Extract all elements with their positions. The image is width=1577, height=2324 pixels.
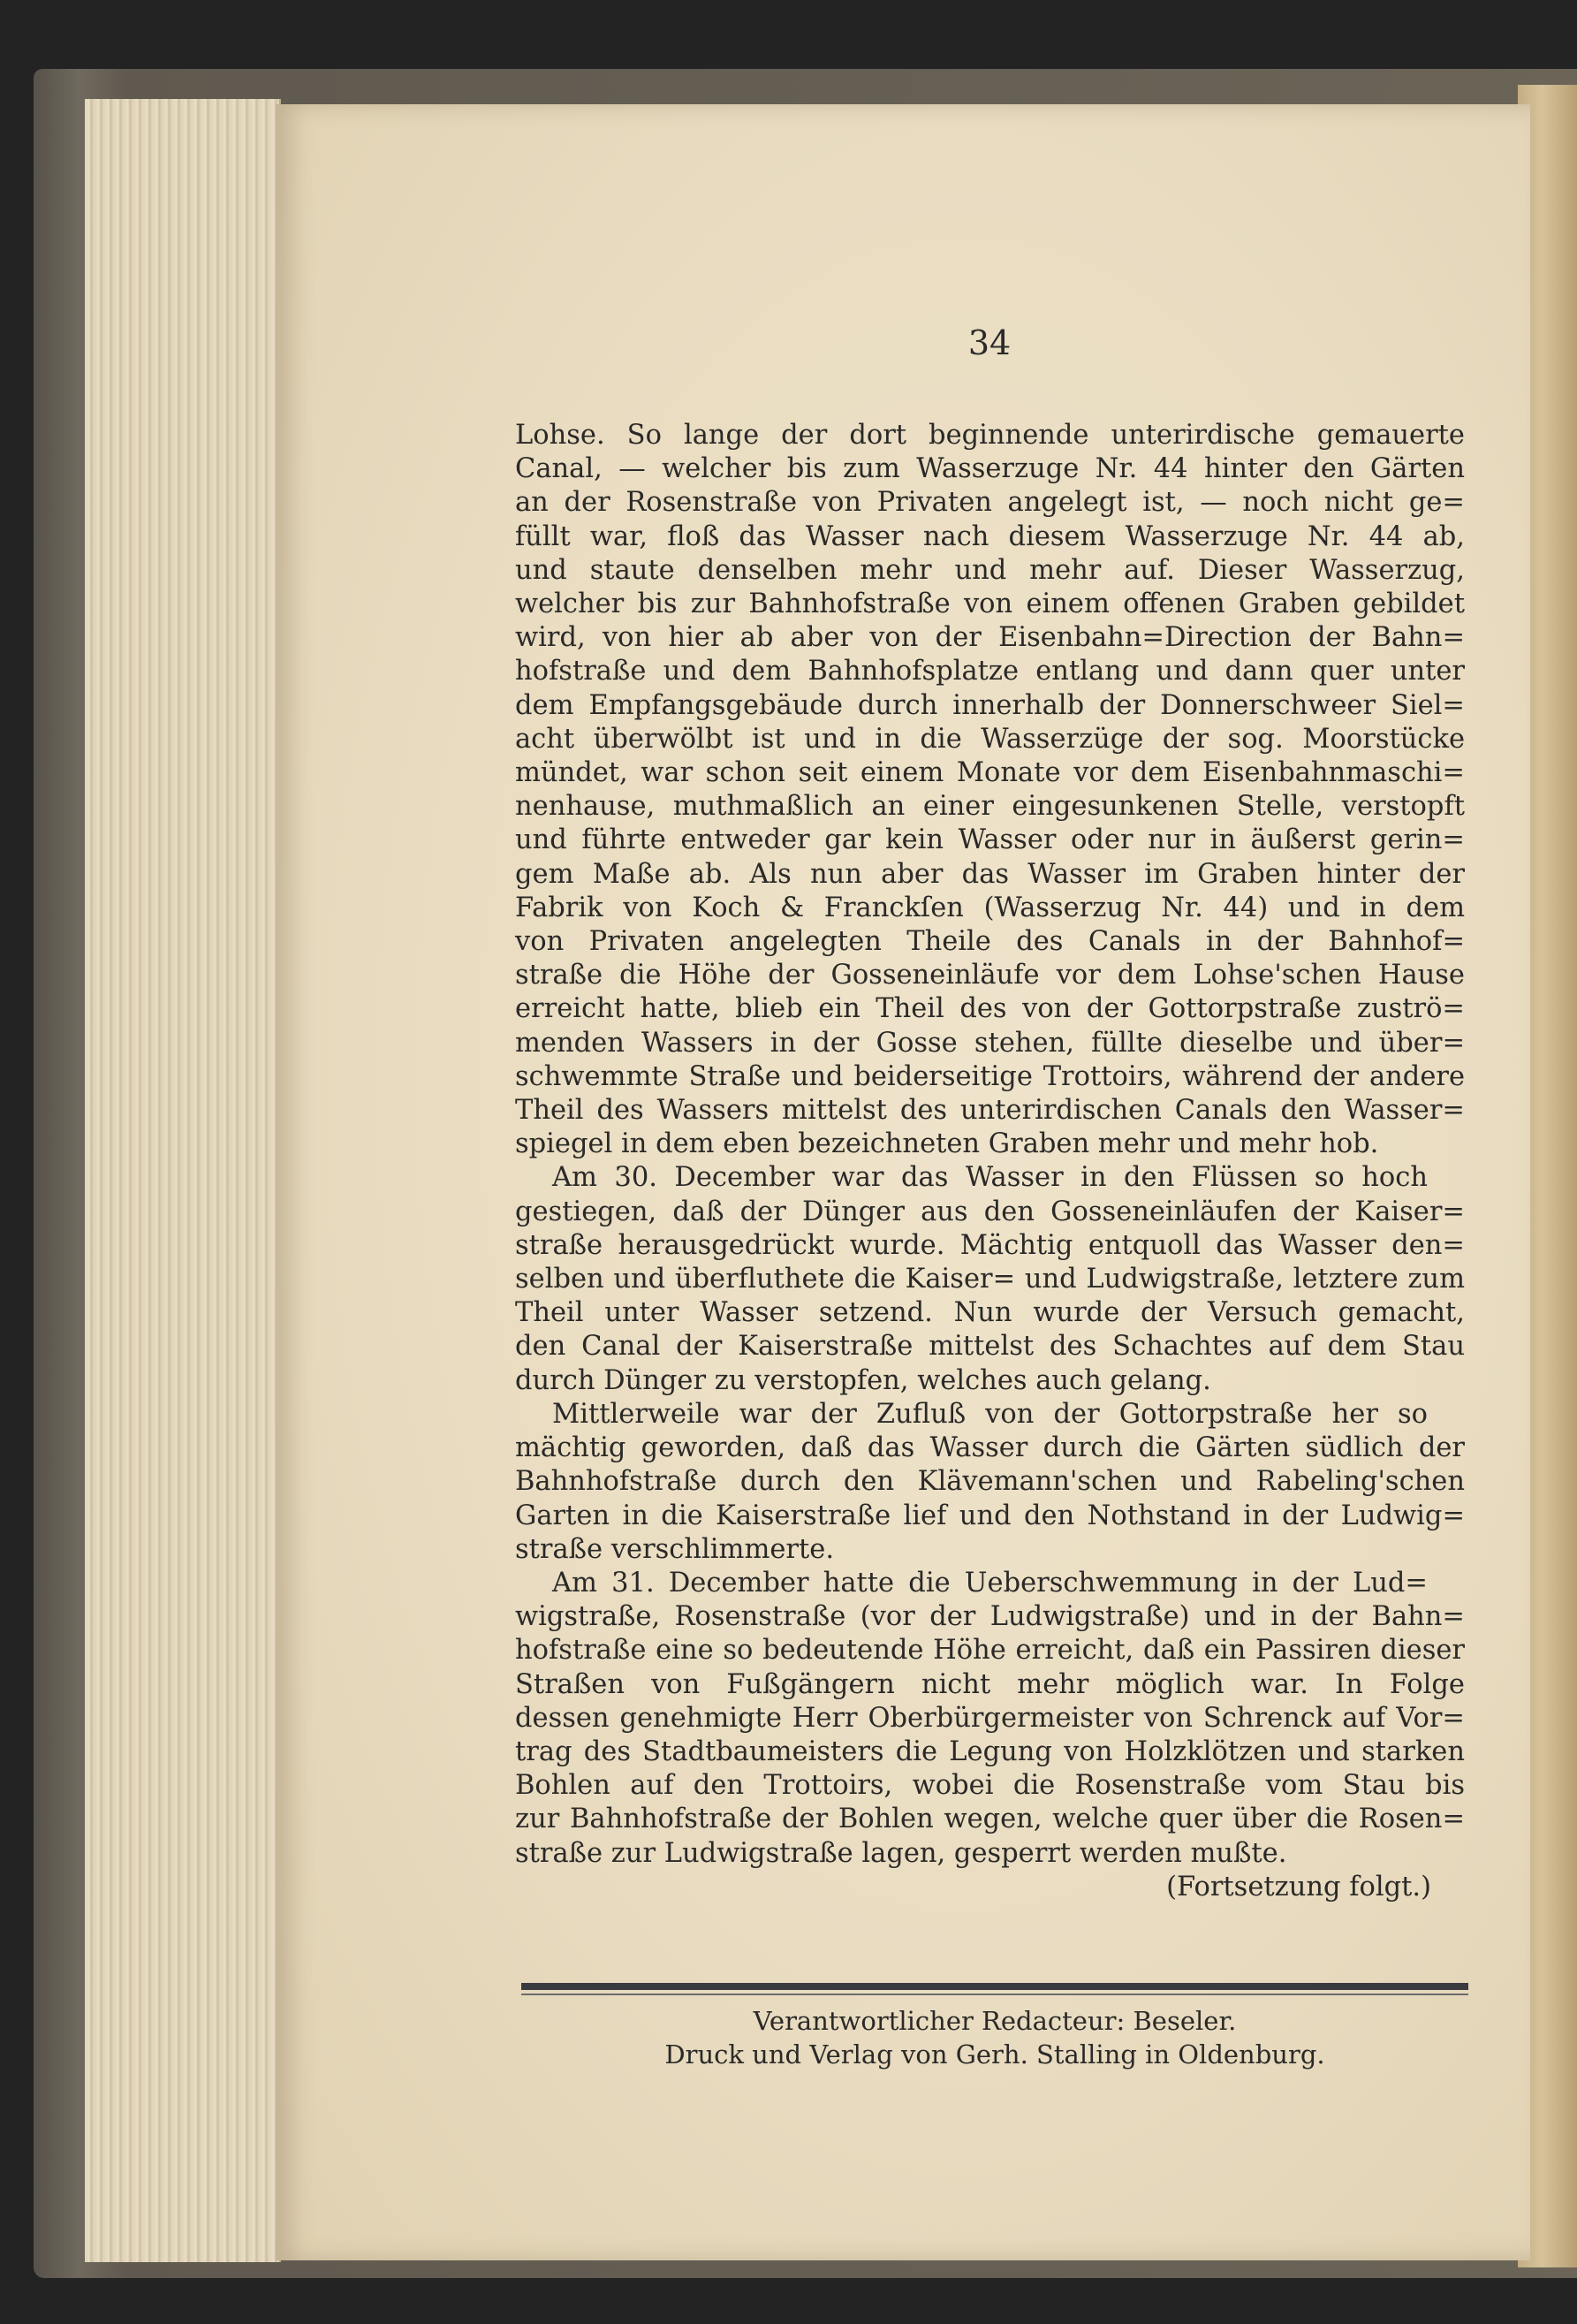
- text-line: mächtig geworden, daß das Wasser durch die Gärten südlich der: [515, 1432, 1465, 1464]
- text-line: hofstraße und dem Bahnhofsplatze entlang und dann quer unter: [515, 656, 1465, 687]
- footer-rule-thick: [521, 1983, 1468, 1990]
- text-line: dem Empfangsgebäude durch innerhalb der Donnerschweer Siel=: [515, 689, 1465, 721]
- imprint-editor: Verantwortlicher Redacteur: Beseler.: [753, 2006, 1237, 2036]
- text-line: straße herausgedrückt wurde. Mächtig entquoll das Wasser den=: [515, 1229, 1465, 1261]
- text-line: wigstraße, Rosenstraße (vor der Ludwigstraße) und in der Bahn=: [515, 1601, 1465, 1633]
- text-line: acht überwölbt ist und in die Wasserzüge der sog. Moorstücke: [515, 723, 1465, 755]
- text-line: welcher bis zur Bahnhofstraße von einem offenen Graben gebildet: [515, 589, 1465, 620]
- text-line: hofstraße eine so bedeutende Höhe erreicht, daß ein Passiren dieser: [515, 1635, 1465, 1667]
- text-line: gestiegen, daß der Dünger aus den Gosseneinläufen der Kaiser=: [515, 1196, 1465, 1227]
- text-line: Bahnhofstraße durch den Klävemann'schen und Rabeling'schen: [515, 1466, 1465, 1498]
- text-line: wird, von hier ab aber von der Eisenbahn=Direction der Bahn=: [515, 622, 1465, 654]
- body-text: [515, 419, 1465, 1904]
- text-line: straße zur Ludwigstraße lagen, gesperrt werden mußte.: [515, 1837, 1287, 1869]
- text-line: und staute denselben mehr und mehr auf. Dieser Wasserzug,: [515, 554, 1465, 586]
- text-line: gem Maße ab. Als nun aber das Wasser im Graben hinter der: [515, 858, 1465, 890]
- paragraph: [515, 1161, 1465, 1397]
- text-line: den Canal der Kaiserstraße mittelst des Schachtes auf dem Stau: [515, 1331, 1465, 1363]
- text-line: Straßen von Fußgängern nicht mehr möglich war. In Folge: [515, 1668, 1465, 1700]
- paragraph: [515, 1567, 1465, 1871]
- text-line: Theil des Wassers mittelst des unterirdischen Canals den Wasser=: [515, 1095, 1465, 1127]
- text-line: und führte entweder gar kein Wasser oder nur in äußerst gerin=: [515, 824, 1465, 856]
- text-line: Mittlerweile war der Zufluß von der Gottorpstraße her so: [552, 1398, 1428, 1430]
- text-line: von Privaten angelegten Theile des Canals in der Bahnhof=: [515, 926, 1465, 958]
- text-line: menden Wassers in der Gosse stehen, füllte dieselbe und über=: [515, 1027, 1465, 1059]
- text-line: mündet, war schon seit einem Monate vor dem Eisenbahnmaschi=: [515, 757, 1465, 789]
- text-line: Bohlen auf den Trottoirs, wobei die Rosenstraße vom Stau bis: [515, 1770, 1465, 1802]
- imprint-printer: Druck und Verlag von Gerh. Stalling in Oldenburg.: [664, 2039, 1325, 2070]
- text-line: Fabrik von Koch & Franckſen (Wasserzug Nr. 44) und in dem: [515, 892, 1465, 923]
- text-line: Lohse. So lange der dort beginnende unterirdische gemauerte: [515, 420, 1465, 451]
- text-line: Am 31. December hatte die Ueberschwemmung in der Lud=: [552, 1567, 1428, 1599]
- text-line: an der Rosenstraße von Privaten angelegt ist, — noch nicht ge=: [515, 487, 1465, 519]
- text-line: zur Bahnhofstraße der Bohlen wegen, welche quer über die Rosen=: [515, 1804, 1465, 1835]
- text-line: dessen genehmigte Herr Oberbürgermeister von Schrenck auf Vor=: [515, 1702, 1465, 1734]
- text-line: trag des Stadtbaumeisters die Legung von Holzklötzen und starken: [515, 1735, 1465, 1767]
- text-line: durch Dünger zu verstopfen, welches auch gelang.: [515, 1364, 1211, 1396]
- text-line: Garten in die Kaiserstraße lief und den Nothstand in der Ludwig=: [515, 1500, 1465, 1531]
- text-line: füllt war, floß das Wasser nach diesem Wasserzuge Nr. 44 ab,: [515, 520, 1465, 552]
- text-line: Canal, — welcher bis zum Wasserzuge Nr. 44 hinter den Gärten: [515, 453, 1465, 485]
- text-line: straße die Höhe der Gosseneinläufe vor dem Lohse'schen Hause: [515, 960, 1465, 991]
- text-line: straße verschlimmerte.: [515, 1533, 835, 1565]
- continued-note: (Fortsetzung folgt.): [1166, 1871, 1431, 1902]
- text-line: Am 30. December war das Wasser in den Flüssen so hoch: [552, 1162, 1428, 1194]
- text-line: spiegel in dem eben bezeichneten Graben mehr und mehr hob.: [515, 1128, 1379, 1160]
- page-number: 34: [967, 323, 1012, 362]
- paragraph: [515, 1398, 1465, 1567]
- page-edges-stack: [85, 99, 281, 2262]
- text-line: Theil unter Wasser setzend. Nun wurde der Versuch gemacht,: [515, 1297, 1465, 1329]
- text-line: erreicht hatte, blieb ein Theil des von der Gottorpstraße zuströ=: [515, 993, 1465, 1025]
- text-line: nenhause, muthmaßlich an einer eingesunkenen Stelle, verstopft: [515, 791, 1465, 823]
- text-line: schwemmte Straße und beiderseitige Trottoirs, während der andere: [515, 1060, 1465, 1092]
- text-line: selben und überfluthete die Kaiser= und Ludwigstraße, letztere zum: [515, 1264, 1465, 1295]
- paragraph: [515, 419, 1465, 1161]
- footer-rule-thin: [521, 1994, 1468, 1995]
